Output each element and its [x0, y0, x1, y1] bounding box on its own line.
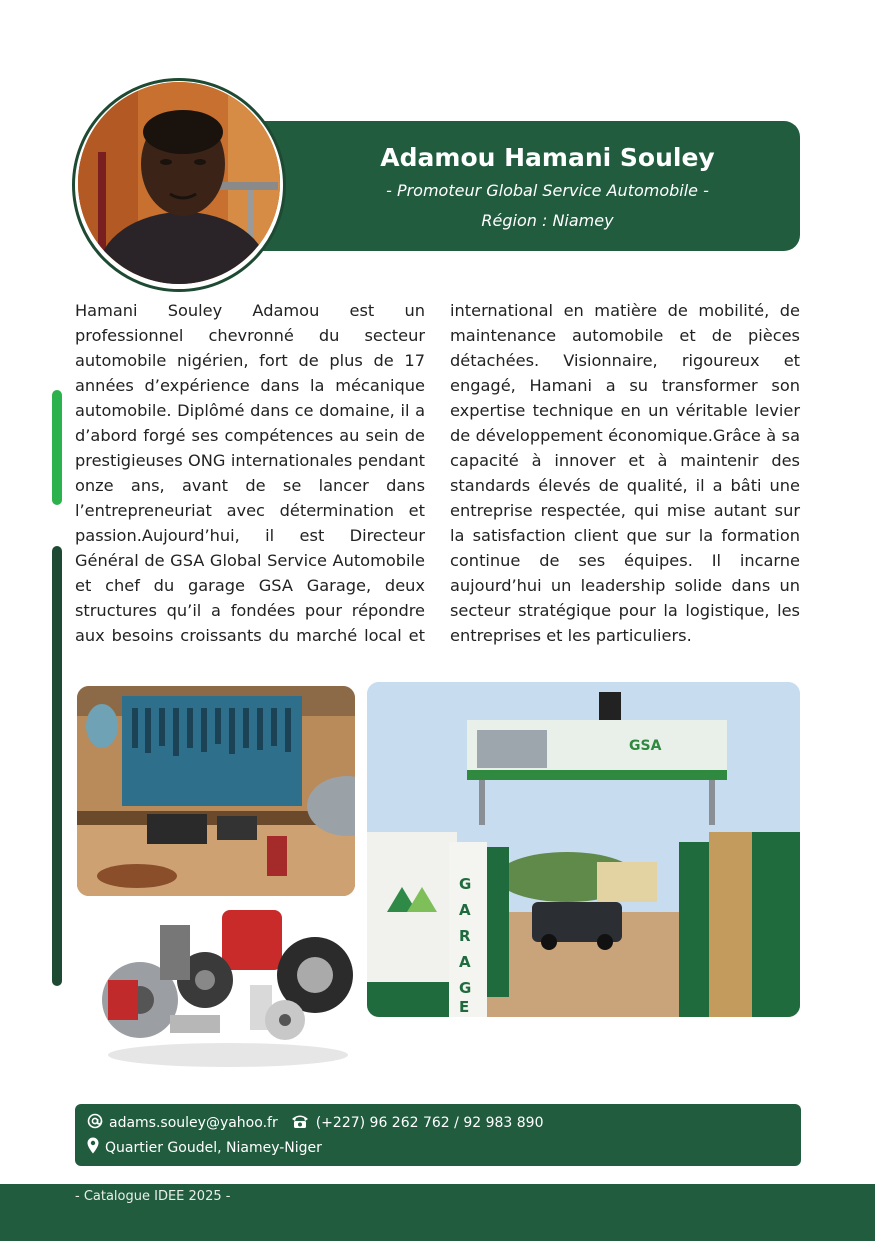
garage-gate-illustration	[367, 682, 800, 1017]
svg-text:G: G	[459, 875, 472, 893]
auto-parts-photo	[100, 905, 355, 1070]
contact-address: Quartier Goudel, Niamey-Niger	[105, 1139, 322, 1156]
profile-role: - Promoteur Global Service Automobile -	[386, 181, 709, 200]
profile-region: Région : Niamey	[481, 211, 614, 230]
profile-name: Adamou Hamani Souley	[380, 143, 715, 172]
contact-line-address	[87, 1137, 322, 1158]
svg-text:A: A	[459, 953, 471, 971]
profile-header	[300, 140, 795, 236]
at-icon	[87, 1113, 103, 1133]
workshop-illustration	[77, 686, 355, 896]
contact-email[interactable]: adams.souley@yahoo.fr	[109, 1115, 278, 1131]
auto-parts-illustration	[100, 905, 355, 1070]
garage-gate-photo	[367, 682, 800, 1017]
accent-bar-dark	[52, 546, 62, 986]
portrait-photo	[78, 82, 280, 284]
location-pin-icon	[87, 1137, 99, 1158]
svg-text:E: E	[459, 998, 470, 1016]
contact-phone[interactable]: (+227) 96 262 762 / 92 983 890	[315, 1115, 544, 1131]
biography-text: Hamani Souley Adamou est un professionnel chevronné du secteur automobile nigérien, fort de plus de 17 années d’expérience dans la mécanique automobile. Diplômé dans ce domaine, il a d’abord forgé ses compétences au sein de prestigieuses ONG internationales pendant onze ans, avant de se lancer dans l’entrepreneuriat avec détermination et passion.Aujourd’hui, il est Directeur Général de GSA Global Service Automobile et chef du garage GSA Garage, deux structures qu’il a fondées pour répondre aux besoins croissants du marché local et international en matière de mobilité, de maintenance automobile et de pièces détachées. Visionnaire, rigoureux et engagé, Hamani a su transformer son expertise technique en un véritable levier de développement économique.Grâce à sa capacité à innover et à maintenir des standards élevés de qualité, il a bâti une entreprise respectée, qui mise autant sur la satisfaction client que sur la formation continue de ses équipes. Il incarne aujourd’hui un leadership solide dans un secteur stratégique pour la logistique, les entreprises et les particuliers.	[75, 301, 800, 645]
contact-band	[75, 1104, 801, 1166]
footer-label: - Catalogue IDEE 2025 -	[75, 1189, 231, 1204]
svg-text:R: R	[459, 927, 471, 945]
accent-bar-green	[52, 390, 62, 505]
contact-line-email-phone	[87, 1113, 543, 1133]
phone-icon	[290, 1113, 310, 1133]
svg-text:A: A	[459, 901, 471, 919]
gate-sign-brand: GSA	[629, 738, 662, 754]
svg-text:G: G	[459, 979, 472, 997]
workshop-photo	[77, 686, 355, 896]
portrait-illustration	[78, 82, 280, 284]
